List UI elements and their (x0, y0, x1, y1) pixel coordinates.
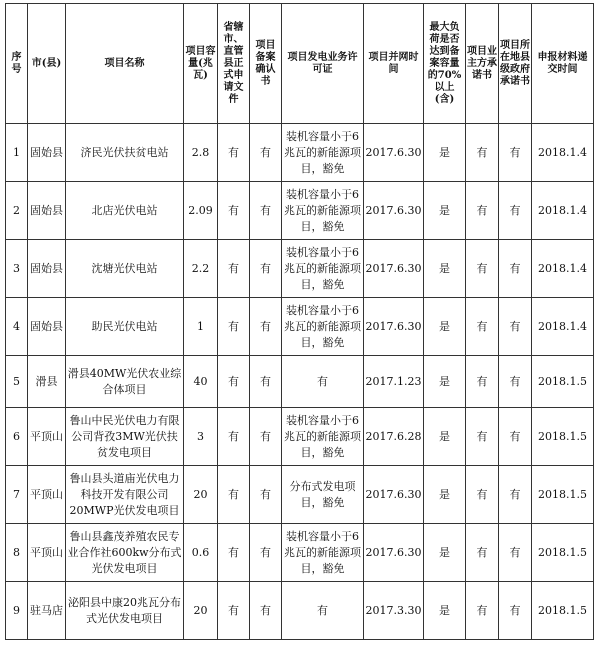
cell-application-doc: 有 (218, 182, 250, 240)
cell-max-load: 是 (424, 408, 466, 466)
cell-submit-time: 2018.1.4 (532, 124, 594, 182)
cell-capacity: 2.2 (184, 240, 218, 298)
cell-submit-time: 2018.1.5 (532, 524, 594, 582)
cell-capacity: 2.09 (184, 182, 218, 240)
cell-owner-commitment: 有 (466, 240, 499, 298)
header-application-doc: 省辖市、直管县正式申请文件 (218, 4, 250, 124)
cell-grid-time: 2017.6.30 (364, 298, 424, 356)
header-capacity: 项目容量(兆瓦) (184, 4, 218, 124)
cell-generation-license: 分布式发电项目，豁免 (282, 466, 364, 524)
cell-capacity: 2.8 (184, 124, 218, 182)
cell-county-commitment: 有 (499, 124, 532, 182)
cell-owner-commitment: 有 (466, 408, 499, 466)
cell-submit-time: 2018.1.4 (532, 182, 594, 240)
cell-city: 固始县 (28, 298, 66, 356)
cell-filing-confirmation: 有 (250, 466, 282, 524)
cell-project-name: 鲁山县头道庙光伏电力科技开发有限公司20MWP光伏发电项目 (66, 466, 184, 524)
cell-generation-license: 装机容量小于6兆瓦的新能源项目，豁免 (282, 408, 364, 466)
cell-project-name: 沈塘光伏电站 (66, 240, 184, 298)
cell-owner-commitment: 有 (466, 582, 499, 640)
cell-filing-confirmation: 有 (250, 582, 282, 640)
cell-index: 5 (6, 356, 28, 408)
cell-submit-time: 2018.1.4 (532, 298, 594, 356)
cell-project-name: 济民光伏扶贫电站 (66, 124, 184, 182)
cell-grid-time: 2017.1.23 (364, 356, 424, 408)
cell-filing-confirmation: 有 (250, 408, 282, 466)
cell-grid-time: 2017.6.30 (364, 124, 424, 182)
header-submit-time: 申报材料递交时间 (532, 4, 594, 124)
cell-max-load: 是 (424, 298, 466, 356)
cell-submit-time: 2018.1.4 (532, 240, 594, 298)
cell-capacity: 20 (184, 582, 218, 640)
cell-owner-commitment: 有 (466, 298, 499, 356)
cell-index: 9 (6, 582, 28, 640)
header-grid-time: 项目并网时间 (364, 4, 424, 124)
cell-grid-time: 2017.6.28 (364, 408, 424, 466)
cell-generation-license: 装机容量小于6兆瓦的新能源项目，豁免 (282, 182, 364, 240)
cell-grid-time: 2017.6.30 (364, 182, 424, 240)
cell-owner-commitment: 有 (466, 182, 499, 240)
cell-filing-confirmation: 有 (250, 524, 282, 582)
header-index: 序号 (6, 4, 28, 124)
cell-application-doc: 有 (218, 582, 250, 640)
table-row (6, 240, 594, 298)
cell-city: 驻马店 (28, 582, 66, 640)
table-row (6, 124, 594, 182)
cell-capacity: 0.6 (184, 524, 218, 582)
cell-max-load: 是 (424, 466, 466, 524)
cell-max-load: 是 (424, 182, 466, 240)
cell-max-load: 是 (424, 240, 466, 298)
cell-capacity: 3 (184, 408, 218, 466)
cell-generation-license: 装机容量小于6兆瓦的新能源项目，豁免 (282, 524, 364, 582)
cell-max-load: 是 (424, 356, 466, 408)
cell-county-commitment: 有 (499, 240, 532, 298)
cell-grid-time: 2017.6.30 (364, 466, 424, 524)
header-max-load: 最大负荷是否达到备案容量的70%以上(含) (424, 4, 466, 124)
cell-city: 平顶山 (28, 466, 66, 524)
cell-project-name: 鲁山中民光伏电力有限公司背孜3MW光伏扶贫发电项目 (66, 408, 184, 466)
cell-filing-confirmation: 有 (250, 124, 282, 182)
cell-application-doc: 有 (218, 298, 250, 356)
cell-index: 1 (6, 124, 28, 182)
cell-city: 固始县 (28, 240, 66, 298)
cell-submit-time: 2018.1.5 (532, 466, 594, 524)
cell-capacity: 1 (184, 298, 218, 356)
cell-application-doc: 有 (218, 524, 250, 582)
cell-capacity: 20 (184, 466, 218, 524)
header-generation-license: 项目发电业务许可证 (282, 4, 364, 124)
header-row (6, 4, 594, 124)
cell-index: 8 (6, 524, 28, 582)
cell-county-commitment: 有 (499, 582, 532, 640)
cell-max-load: 是 (424, 124, 466, 182)
cell-county-commitment: 有 (499, 298, 532, 356)
cell-index: 4 (6, 298, 28, 356)
cell-application-doc: 有 (218, 124, 250, 182)
cell-filing-confirmation: 有 (250, 182, 282, 240)
cell-index: 6 (6, 408, 28, 466)
cell-city: 滑县 (28, 356, 66, 408)
cell-project-name: 北店光伏电站 (66, 182, 184, 240)
cell-project-name: 滑县40MW光伏农业综合体项目 (66, 356, 184, 408)
cell-owner-commitment: 有 (466, 466, 499, 524)
cell-application-doc: 有 (218, 356, 250, 408)
cell-owner-commitment: 有 (466, 524, 499, 582)
header-filing-confirmation: 项目备案确认书 (250, 4, 282, 124)
cell-filing-confirmation: 有 (250, 356, 282, 408)
cell-grid-time: 2017.6.30 (364, 240, 424, 298)
table-row (6, 466, 594, 524)
cell-county-commitment: 有 (499, 182, 532, 240)
cell-generation-license: 有 (282, 582, 364, 640)
cell-max-load: 是 (424, 582, 466, 640)
cell-city: 固始县 (28, 182, 66, 240)
cell-index: 3 (6, 240, 28, 298)
cell-grid-time: 2017.3.30 (364, 582, 424, 640)
cell-project-name: 泌阳县中康20兆瓦分布式光伏发电项目 (66, 582, 184, 640)
cell-project-name: 鲁山县鑫茂养殖农民专业合作社600kw分布式光伏发电项目 (66, 524, 184, 582)
cell-county-commitment: 有 (499, 524, 532, 582)
cell-owner-commitment: 有 (466, 124, 499, 182)
cell-generation-license: 有 (282, 356, 364, 408)
header-owner-commitment: 项目业主方承诺书 (466, 4, 499, 124)
project-table (5, 3, 594, 640)
cell-application-doc: 有 (218, 466, 250, 524)
cell-generation-license: 装机容量小于6兆瓦的新能源项目，豁免 (282, 240, 364, 298)
cell-generation-license: 装机容量小于6兆瓦的新能源项目，豁免 (282, 298, 364, 356)
cell-county-commitment: 有 (499, 356, 532, 408)
cell-index: 2 (6, 182, 28, 240)
cell-filing-confirmation: 有 (250, 298, 282, 356)
cell-grid-time: 2017.6.30 (364, 524, 424, 582)
header-county-commitment: 项目所在地县级政府承诺书 (499, 4, 532, 124)
cell-city: 平顶山 (28, 524, 66, 582)
cell-project-name: 助民光伏电站 (66, 298, 184, 356)
cell-generation-license: 装机容量小于6兆瓦的新能源项目，豁免 (282, 124, 364, 182)
table-row (6, 356, 594, 408)
table-row (6, 582, 594, 640)
cell-index: 7 (6, 466, 28, 524)
header-project-name: 项目名称 (66, 4, 184, 124)
cell-city: 固始县 (28, 124, 66, 182)
cell-county-commitment: 有 (499, 466, 532, 524)
cell-submit-time: 2018.1.5 (532, 356, 594, 408)
cell-county-commitment: 有 (499, 408, 532, 466)
cell-application-doc: 有 (218, 408, 250, 466)
cell-max-load: 是 (424, 524, 466, 582)
cell-filing-confirmation: 有 (250, 240, 282, 298)
cell-city: 平顶山 (28, 408, 66, 466)
cell-owner-commitment: 有 (466, 356, 499, 408)
cell-capacity: 40 (184, 356, 218, 408)
table-row (6, 524, 594, 582)
cell-application-doc: 有 (218, 240, 250, 298)
table-row (6, 182, 594, 240)
cell-submit-time: 2018.1.5 (532, 582, 594, 640)
header-city: 市(县) (28, 4, 66, 124)
table-row (6, 298, 594, 356)
cell-submit-time: 2018.1.5 (532, 408, 594, 466)
table-row (6, 408, 594, 466)
